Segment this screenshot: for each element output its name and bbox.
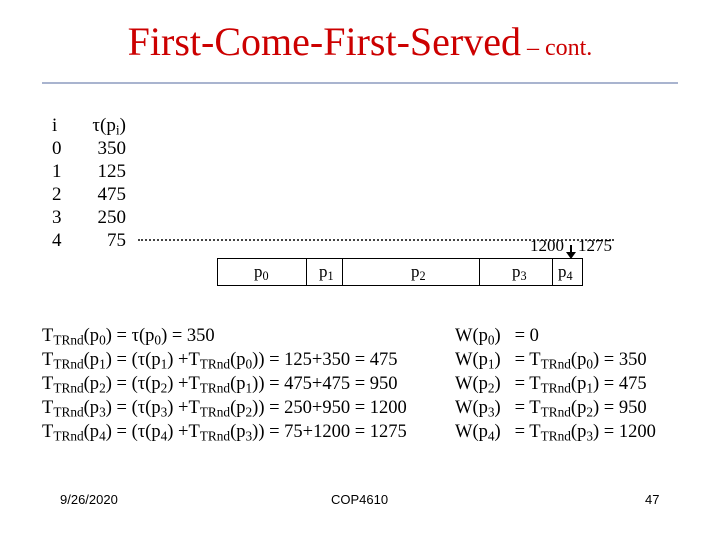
title-main: First-Come-First-Served: [127, 19, 521, 64]
footer-course: COP4610: [331, 492, 389, 507]
wait-equations: [455, 324, 656, 444]
wait-equation: $W(p_1) = T_{TRnd}(p_0) = 350$: [455, 350, 647, 372]
footer-page-number: 47: [645, 492, 660, 507]
row-i: 0: [52, 138, 62, 159]
table-row: [52, 229, 126, 252]
gantt-label-p1: $p_1$: [319, 262, 334, 284]
trnd-equation: $T_{TRnd}(p_4) = (\tau(p_4) +T_{TRnd}(p_3)) = 75+1200 = 1275$: [42, 422, 407, 444]
wait-equation: $W(p_4) = T_{TRnd}(p_3) = 1200$: [455, 422, 656, 444]
slide-title: [0, 18, 720, 65]
time-label-1200: 1200: [530, 236, 564, 255]
wait-equation: $W(p_2) = T_{TRnd}(p_1) = 475$: [455, 374, 647, 396]
trnd-equation: $T_{TRnd}(p_0) = \tau(p_0) = 350$: [42, 326, 215, 348]
gantt-separator: [306, 259, 307, 285]
header-tau: $\tau(p_i)$: [92, 115, 126, 138]
table-row: [52, 137, 126, 160]
gantt-chart: [217, 258, 583, 286]
gantt-label-p3: $p_3$: [512, 262, 527, 284]
row-i: 3: [52, 207, 62, 228]
row-tau: 75: [107, 230, 126, 251]
trnd-equation: $T_{TRnd}(p_3) = (\tau(p_3) +T_{TRnd}(p_2)) = 250+950 = 1200$: [42, 398, 407, 420]
header-i: i: [52, 115, 58, 136]
gantt-separator: [479, 259, 480, 285]
gantt-separator: [552, 259, 553, 285]
wait-equation: $W(p_0) = 0$: [455, 326, 539, 348]
footer-date: 9/26/2020: [60, 492, 118, 507]
gantt-separator: [342, 259, 343, 285]
wait-equation: $W(p_3) = T_{TRnd}(p_2) = 950$: [455, 398, 647, 420]
time-label-1275: 1275: [578, 236, 612, 255]
gantt-label-p4: $p_4$: [558, 262, 573, 284]
row-tau: 250: [97, 207, 126, 228]
table-row: [52, 183, 126, 206]
row-i: 2: [52, 184, 62, 205]
row-i: 1: [52, 161, 62, 182]
title-subtitle: – cont.: [520, 35, 593, 61]
table-row: [52, 206, 126, 229]
gantt-label-p2: $p_2$: [411, 262, 426, 284]
row-tau: 125: [97, 161, 126, 182]
turnaround-equations: [42, 324, 407, 444]
gantt-label-p0: $p_0$: [254, 262, 269, 284]
title-divider: [42, 82, 678, 84]
trnd-equation: $T_{TRnd}(p_2) = (\tau(p_2) +T_{TRnd}(p_1)) = 475+475 = 950$: [42, 374, 398, 396]
row-tau: 475: [97, 184, 126, 205]
row-tau: 350: [97, 138, 126, 159]
table-row: [52, 160, 126, 183]
trnd-equation: $T_{TRnd}(p_1) = (\tau(p_1) +T_{TRnd}(p_0)) = 125+350 = 475$: [42, 350, 398, 372]
row-i: 4: [52, 230, 62, 251]
process-table-header: [52, 114, 126, 137]
process-table: [52, 114, 126, 252]
